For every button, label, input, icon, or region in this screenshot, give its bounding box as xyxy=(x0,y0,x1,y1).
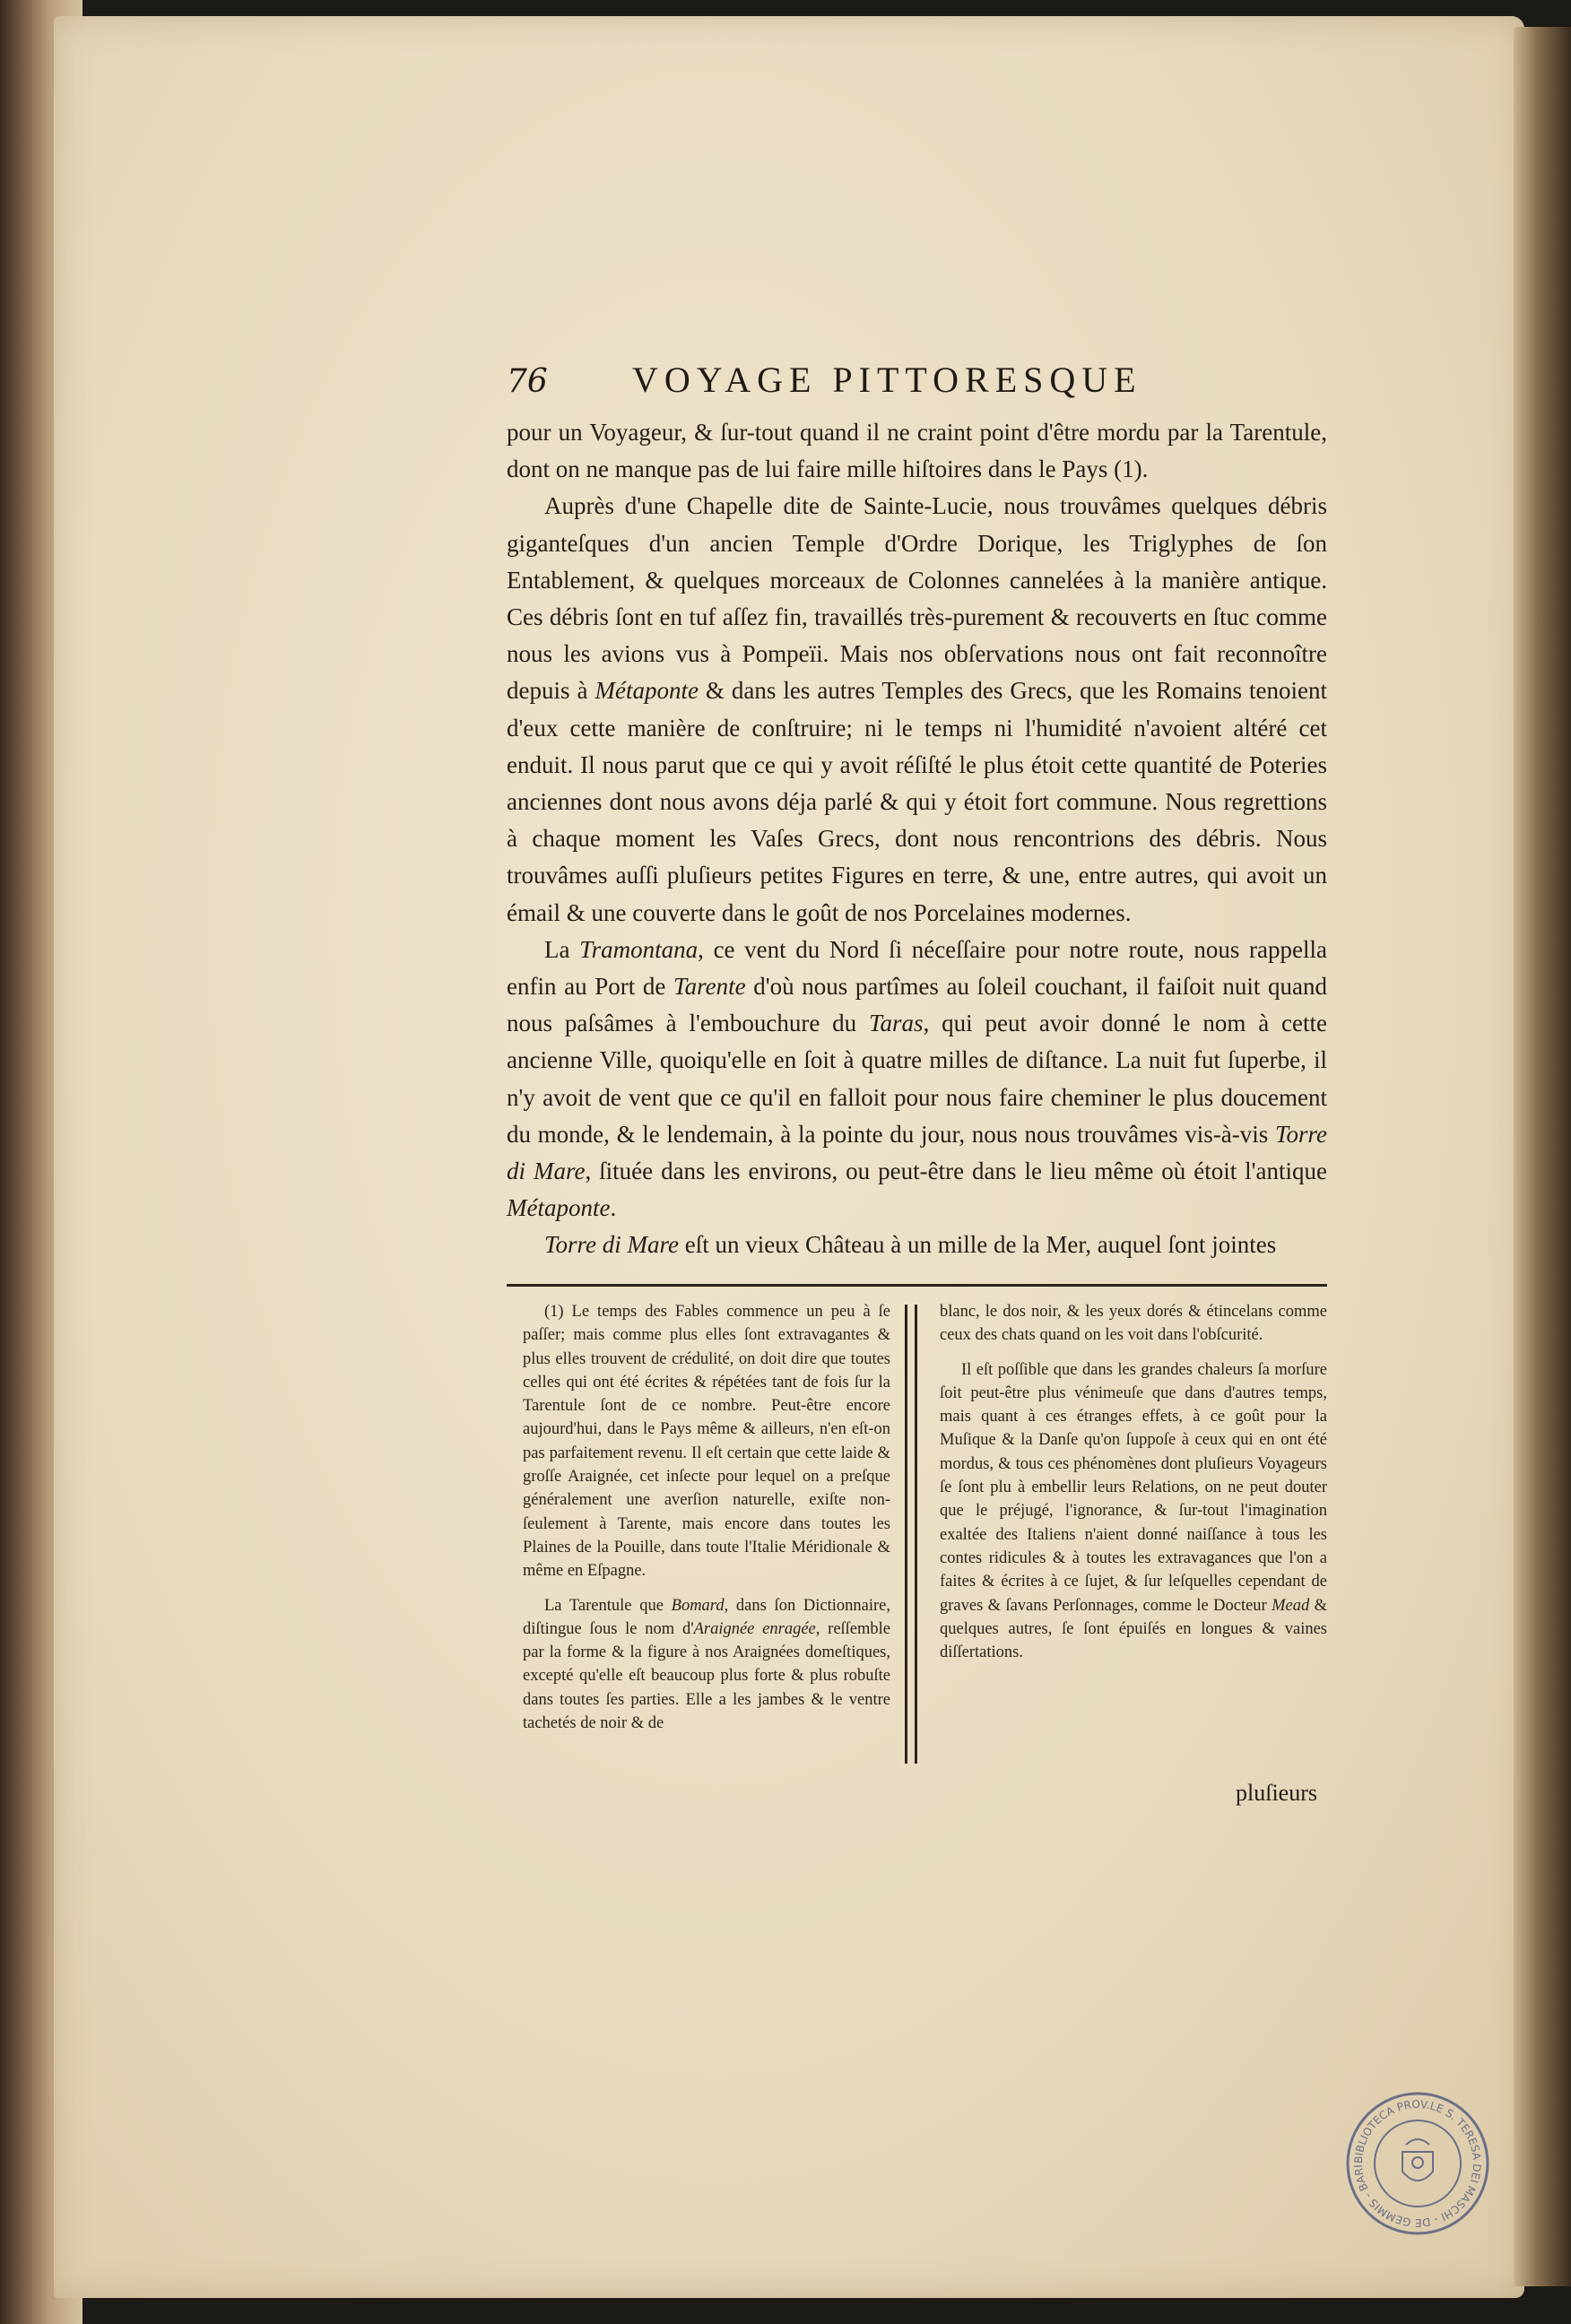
footnote-left-p1: (1) Le temps des Fables commence un peu à ſe paſſer; mais comme plus elles ſont extravagantes & plus elles trouvent de crédulité, on doit dire que toutes celles qui ont été écrites & répétées tant de fois ſur la Tarentule ſont de ce nombre. Peut-être encore aujourd'hui, dans le Pays même & ailleurs, n'en eſt-on pas parfaitement revenu. Il eſt certain que cette laide & groſſe Araignée, cet inſecte pour lequel on a preſque généralement une averſion naturelle, exiſte non-ſeulement à Tarente, mais encore dans toutes les Plaines de la Pouille, dans toute l'Italie Méridionale & même en Eſpagne. xyxy=(523,1303,890,1581)
paragraph-4 xyxy=(507,1227,1327,1263)
running-title: VOYAGE PITTORESQUE xyxy=(632,360,1142,400)
library-stamp xyxy=(1343,2089,1492,2238)
paragraph-1-text: pour un Voyageur, & ſur-tout quand il ne craint point d'être mordu par la Tarentule, dont on ne manque pas de lui faire mille hiſtoires dans le Pays (1). xyxy=(507,419,1327,483)
paragraph-2-italic-metaponte: Métaponte xyxy=(595,677,699,705)
paragraph-4-text: eſt un vieux Château à un mille de la Mer, auquel ſont jointes xyxy=(679,1231,1277,1259)
footnote-right-p2-text-b: & quelques autres, ſe ſont épuiſés en longues & vaines diſſertations. xyxy=(940,1596,1327,1662)
paragraph-4-italic-torre: Torre di Mare xyxy=(544,1231,680,1259)
footnote-column-left xyxy=(523,1300,890,1735)
main-text xyxy=(507,414,1327,1264)
paragraph-3-text-d: , qui peut avoir donné le nom à cette ancienne Ville, quoiqu'elle en ſoit à quatre milles de diſtance. La nuit fut ſuperbe, il n'y avoit de vent que ce qu'il en falloit pour nous faire cheminer le plus doucement du monde, & le lendemain, à la pointe du jour, nous nous trouvâmes vis-à-vis xyxy=(507,1010,1327,1148)
paragraph-1 xyxy=(507,414,1327,488)
paragraph-3 xyxy=(507,932,1327,1227)
paragraph-3-italic-metaponte: Métaponte xyxy=(507,1194,611,1222)
stamp-inner-ring xyxy=(1375,2120,1461,2207)
page-number: 76 xyxy=(507,363,548,400)
paragraph-3-italic-torre: Torre di Mare xyxy=(507,1120,1327,1185)
footnote-column-right xyxy=(940,1300,1327,1664)
paragraph-3-text-a: La xyxy=(544,935,580,963)
footnote-right-p1: blanc, le dos noir, & les yeux dorés & étincelans comme ceux des chats quand on les voit dans l'obſcurité. xyxy=(940,1303,1327,1345)
page-header xyxy=(507,359,1327,412)
stamp-text xyxy=(1352,2098,1483,2229)
stamp-coat-of-arms-icon xyxy=(1402,2139,1433,2181)
footnote-rule xyxy=(507,1284,1327,1287)
paragraph-3-text-f: . xyxy=(610,1194,617,1222)
paragraph-3-text-c: d'où nous partîmes au ſoleil couchant, il faiſoit nuit quand nous paſsâmes à l'embouchure du xyxy=(507,973,1328,1037)
catchword: pluſieurs xyxy=(1236,1780,1317,1806)
footnote-left-p2-text-a: La Tarentule que xyxy=(544,1596,672,1615)
paragraph-2-text-b: & dans les autres Temples des Grecs, que les Romains tenoient d'eux cette manière de conſtruire; ni le temps ni l'humidité n'avoient altéré cet enduit. Il nous parut que ce qui y avoit réſiſté le plus étoit cette quantité de Poteries anciennes dont nous avons déja parlé & qui y étoit fort commune. Nous regrettions à chaque moment les Vaſes Grecs, dont nous rencontrions des débris. Nous trouvâmes auſſi pluſieurs petites Figures en terre, & une, entre autres, qui avoit un émail & une couverte dans le goût de nos Porcelaines modernes. xyxy=(507,677,1328,926)
stamp-text-path: BIBLIOTECA PROV.LE S. TERESA DEI MASCHI - DE GEMMIS - BARI xyxy=(1351,2097,1484,2230)
footnote-left-p2-text-b: , dans ſon Dictionnaire, diſtingue ſous le nom d' xyxy=(523,1596,890,1638)
paragraph-3-text-b: , ce vent du Nord ſi néceſſaire pour notre route, nous rappella enfin au Port de xyxy=(507,935,1327,1001)
paragraph-2-text-a: Auprès d'une Chapelle dite de Sainte-Lucie, nous trouvâmes quelques débris giganteſques d'un ancien Temple d'Ordre Dorique, les Triglyphes de ſon Entablement, & quelques morceaux de Colonnes cannelées à la manière antique. Ces débris ſont en tuf aſſez fin, travaillés très-purement & recouverts en ſtuc comme nous les avions vus à Pompeïi. Mais nos obſervations nous ont fait reconnoître depuis à xyxy=(507,492,1327,705)
stamp-outer-ring xyxy=(1348,2094,1488,2233)
footnote-left-p2-text-c: , reſſemble par la forme & la figure à nos Araignées domeſtiques, excepté qu'elle eſt beaucoup plus forte & plus robuſte dans toutes ſes parties. Elle a les jambes & le ventre tachetés de noir & de xyxy=(523,1619,891,1733)
footnote-left-italic-bomard: Bomard xyxy=(671,1596,725,1615)
footnote-column-divider xyxy=(905,1305,917,1764)
paragraph-3-text-e: , ſituée dans les environs, ou peut-être dans le lieu même où étoit l'antique xyxy=(585,1158,1327,1185)
footnote-right-p2 xyxy=(940,1358,1327,1665)
paragraph-3-italic-tramontana: Tramontana xyxy=(579,935,699,963)
paragraph-3-italic-tarente: Tarente xyxy=(673,973,746,1001)
paragraph-2 xyxy=(507,488,1327,931)
footnote-right-italic-mead: Mead xyxy=(1272,1596,1310,1615)
paragraph-3-italic-taras: Taras xyxy=(869,1010,924,1037)
footnote-right-p2-text-a: Il eſt poſſible que dans les grandes chaleurs ſa morſure ſoit peut-être plus vénimeuſe que dans d'autres temps, mais quant à ces étranges effets, à ce goût pour la Muſique & la Danſe qu'on ſuppoſe à ceux qui en ont été mordus, & tous ces phénomènes dont pluſieurs Voyageurs ſe ſont plu à embellir leurs Relations, on ne peut douter que le préjugé, l'ignorance, & ſur-tout l'imagination exaltée des Italiens n'aient donné naiſſance à tous les contes ridicules & à toutes les extravagances que l'on a faites & écrites à ce ſujet, & ſur leſquelles cependant de graves & ſavans Perſonnages, comme le Docteur xyxy=(940,1360,1327,1615)
footnote-left-italic-araignee: Araignée enragée xyxy=(693,1619,816,1638)
page-edge-right xyxy=(1514,27,1571,2286)
footnote-left-p2 xyxy=(523,1594,890,1736)
